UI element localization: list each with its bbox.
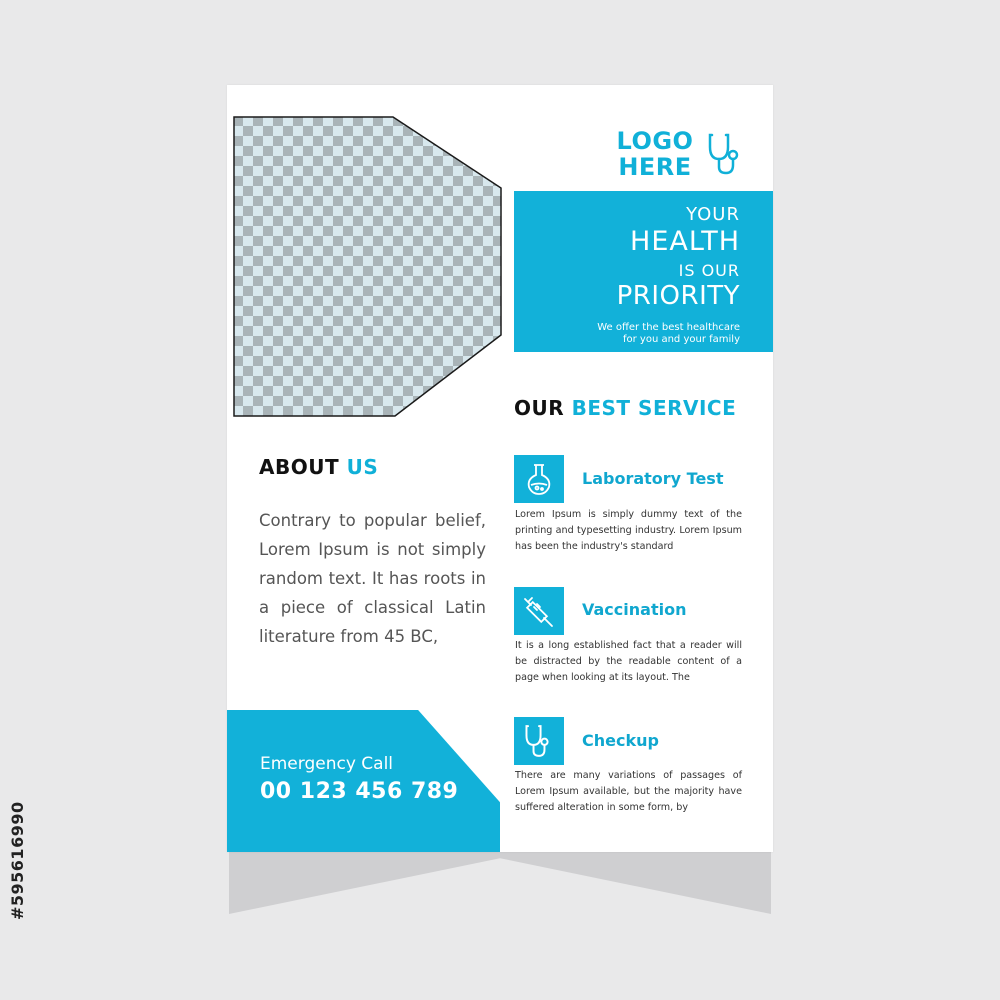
stethoscope-icon bbox=[522, 723, 556, 759]
photo-placeholder bbox=[233, 116, 503, 418]
services-heading-part1: OUR bbox=[514, 396, 565, 420]
emergency-label: Emergency Call bbox=[260, 754, 394, 774]
hero-line-2: HEALTH bbox=[630, 226, 740, 257]
stock-id: #595616990 bbox=[8, 801, 27, 920]
about-text: Contrary to popular belief, Lorem Ipsum is not simply random text. It has roots in a piece of classical Latin literature from 45 BC, bbox=[259, 511, 486, 646]
service-desc-checkup: There are many variations of passages of Lorem Ipsum available, but the majority have suffered alteration in some form, by bbox=[515, 770, 742, 813]
hero-line-4: PRIORITY bbox=[616, 281, 740, 311]
about-heading bbox=[259, 455, 378, 479]
service-title-vaccination: Vaccination bbox=[582, 600, 687, 619]
hero-line-1: YOUR bbox=[686, 204, 740, 225]
service-icon-box-checkup bbox=[514, 717, 564, 765]
hero-subtitle-line1: We offer the best healthcare bbox=[597, 322, 740, 333]
services-heading-part2: BEST SERVICE bbox=[571, 396, 737, 420]
services-heading bbox=[514, 396, 736, 420]
about-heading-part2: US bbox=[346, 455, 379, 479]
hero-subtitle-line2: for you and your family bbox=[622, 334, 740, 345]
hero-subtitle bbox=[597, 322, 740, 346]
emergency-number: 00 123 456 789 bbox=[260, 779, 459, 804]
service-icon-box-lab bbox=[514, 455, 564, 503]
flask-icon bbox=[523, 462, 555, 496]
logo-text bbox=[605, 128, 705, 180]
service-icon-box-vaccination bbox=[514, 587, 564, 635]
hero-line-3: IS OUR bbox=[678, 261, 740, 280]
hero-banner bbox=[514, 191, 773, 352]
service-title-checkup: Checkup bbox=[582, 731, 659, 750]
stethoscope-icon bbox=[706, 131, 746, 177]
logo-line1: LOGO bbox=[616, 127, 694, 155]
bottom-ribbon bbox=[229, 852, 771, 914]
service-desc-lab: Lorem Ipsum is simply dummy text of the printing and typesetting industry. Lorem Ipsum has been the industry's standard bbox=[515, 509, 742, 552]
service-title-lab: Laboratory Test bbox=[582, 469, 724, 488]
syringe-icon bbox=[522, 594, 556, 628]
service-desc-vaccination: It is a long established fact that a reader will be distracted by the readable content of a page when looking at its layout. The bbox=[515, 640, 742, 683]
logo-line2: HERE bbox=[618, 153, 692, 181]
about-heading-part1: ABOUT bbox=[259, 455, 340, 479]
